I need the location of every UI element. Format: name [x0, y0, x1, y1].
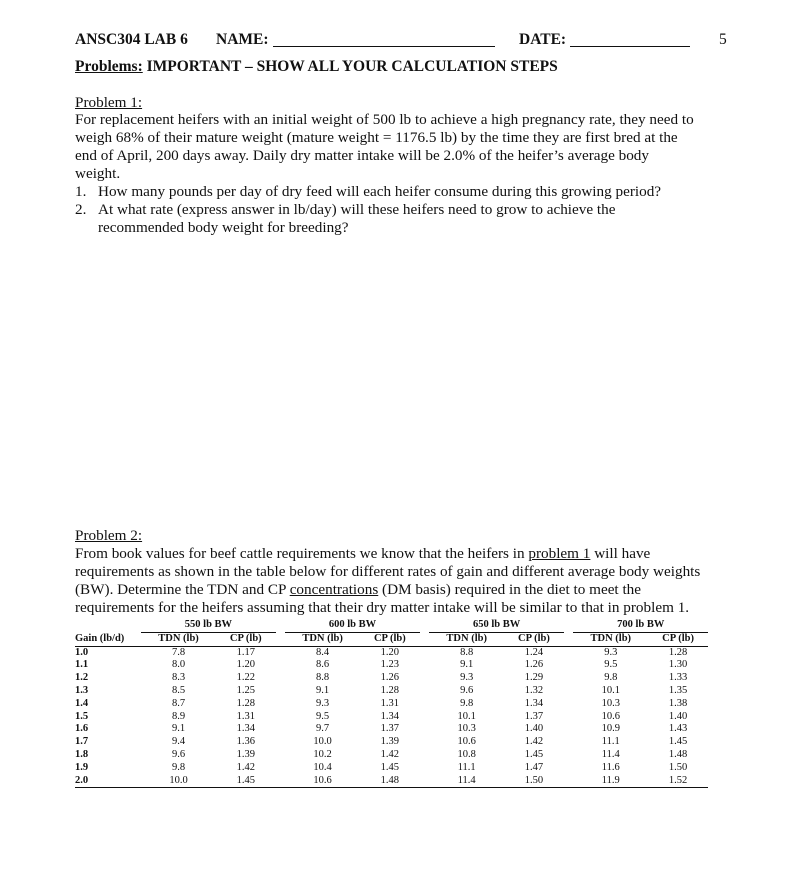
group-700: 700 lb BW	[573, 619, 708, 632]
column-spacer	[420, 672, 430, 685]
column-spacer	[420, 698, 430, 711]
cp-cell: 1.34	[236, 723, 255, 735]
concentrations-emphasis: concentrations	[289, 581, 379, 598]
problem1-question-2	[75, 201, 615, 237]
tdn-cell: 9.1	[460, 659, 474, 671]
column-spacer	[276, 723, 286, 736]
column-spacer	[276, 749, 286, 762]
cp-cell: 1.29	[524, 672, 544, 684]
column-spacer	[420, 685, 430, 698]
tdn-cell: 10.8	[457, 748, 476, 760]
tdn-cell: 10.0	[141, 775, 216, 788]
tdn-cell: 10.1	[601, 684, 620, 696]
column-spacer	[564, 646, 574, 659]
column-spacer	[564, 659, 574, 672]
cp-cell: 1.50	[504, 775, 564, 788]
cp-cell: 1.40	[668, 710, 688, 722]
tdn-cell: 10.3	[457, 723, 476, 735]
table-row	[75, 711, 708, 724]
tdn-cell: 10.1	[457, 710, 476, 722]
column-spacer	[420, 775, 430, 788]
problem1-line: weigh 68% of their mature weight (mature weight = 1176.5 lb) by the time they are first bred at the	[75, 129, 678, 146]
tdn-cell: 8.3	[171, 672, 186, 684]
tdn-cell: 9.1	[171, 723, 186, 735]
tdn-cell: 9.3	[460, 672, 474, 684]
table-row	[75, 646, 708, 659]
cp-cell: 1.50	[668, 761, 688, 773]
question-number: 2.	[75, 201, 87, 218]
cp-cell: 1.31	[236, 710, 255, 722]
problem2-title: Problem 2:	[75, 527, 143, 544]
question-text: recommended body weight for breeding?	[98, 219, 349, 236]
tdn-cell: 8.8	[460, 646, 474, 658]
column-spacer	[276, 685, 286, 698]
cp-header: CP (lb)	[648, 632, 708, 646]
gain-cell: 1.2	[75, 672, 89, 684]
problems-instruction: IMPORTANT – SHOW ALL YOUR CALCULATION STEPS	[146, 58, 558, 75]
requirements-table	[75, 619, 708, 788]
bw-group-header-row	[75, 619, 708, 632]
gain-cell: 2.0	[75, 775, 141, 788]
tdn-cell: 9.5	[316, 710, 330, 722]
table-row	[75, 659, 708, 672]
question-text: At what rate (express answer in lb/day) will these heifers need to grow to achieve the	[98, 201, 616, 218]
cp-cell: 1.45	[380, 761, 400, 773]
requirements-body	[75, 646, 708, 788]
tdn-cell: 9.5	[604, 659, 618, 671]
table-row	[75, 685, 708, 698]
column-spacer	[564, 698, 574, 711]
tdn-header: TDN (lb)	[573, 632, 648, 646]
cp-cell: 1.34	[524, 697, 544, 709]
cp-cell: 1.39	[380, 736, 400, 748]
gain-cell: 1.6	[75, 723, 89, 735]
column-spacer	[564, 711, 574, 724]
column-spacer	[276, 672, 286, 685]
cp-cell: 1.42	[380, 748, 400, 760]
cp-cell: 1.22	[236, 672, 255, 684]
cp-header: CP (lb)	[360, 632, 420, 646]
cp-header: CP (lb)	[504, 632, 564, 646]
column-spacer	[564, 723, 574, 736]
tdn-cell: 9.3	[316, 697, 330, 709]
page-number: 5	[719, 31, 727, 48]
tdn-cell: 11.1	[601, 736, 620, 748]
cp-cell: 1.40	[524, 723, 544, 735]
tdn-cell: 8.9	[171, 710, 186, 722]
column-spacer	[420, 749, 430, 762]
tdn-cell: 9.4	[171, 736, 186, 748]
course-code: ANSC304 LAB 6	[75, 31, 188, 48]
table-row	[75, 698, 708, 711]
table-row	[75, 762, 708, 775]
column-spacer	[564, 749, 574, 762]
name-line[interactable]	[273, 31, 495, 47]
column-spacer	[564, 762, 574, 775]
tdn-cell: 11.4	[429, 775, 504, 788]
tdn-cell: 8.7	[171, 697, 186, 709]
tdn-cell: 10.3	[601, 697, 620, 709]
problem1-line: For replacement heifers with an initial weight of 500 lb to achieve a high pregnancy rate, they need to	[75, 111, 694, 128]
cp-cell: 1.37	[524, 710, 544, 722]
column-spacer	[564, 672, 574, 685]
question-text: How many pounds per day of dry feed will each heifer consume during this growing period?	[98, 183, 662, 200]
cp-cell: 1.42	[236, 761, 255, 773]
tdn-cell: 11.6	[601, 761, 620, 773]
gain-cell: 1.0	[75, 646, 89, 658]
problems-heading	[75, 58, 558, 76]
column-spacer	[276, 762, 286, 775]
tdn-cell: 11.1	[457, 761, 476, 773]
cp-cell: 1.38	[668, 697, 688, 709]
cp-cell: 1.45	[668, 736, 688, 748]
table-row	[75, 723, 708, 736]
cp-cell: 1.28	[668, 646, 688, 658]
cp-cell: 1.37	[380, 723, 400, 735]
tdn-cell: 7.8	[171, 646, 186, 658]
cp-cell: 1.20	[236, 659, 255, 671]
column-spacer	[420, 646, 430, 659]
tdn-cell: 10.0	[313, 736, 332, 748]
cp-cell: 1.34	[380, 710, 400, 722]
table-row	[75, 736, 708, 749]
cp-cell: 1.32	[524, 684, 544, 696]
column-spacer	[564, 736, 574, 749]
tdn-cell: 9.7	[316, 723, 330, 735]
column-spacer	[276, 775, 286, 788]
problem1-question-1	[75, 183, 661, 201]
tdn-cell: 11.9	[573, 775, 648, 788]
tdn-cell: 10.6	[601, 710, 620, 722]
cp-cell: 1.47	[524, 761, 544, 773]
problem2-statement	[75, 545, 700, 617]
table-row	[75, 749, 708, 762]
cp-cell: 1.23	[380, 659, 400, 671]
tdn-cell: 10.4	[313, 761, 332, 773]
column-spacer	[420, 659, 430, 672]
tdn-cell: 9.8	[171, 761, 186, 773]
column-spacer	[420, 762, 430, 775]
cp-cell: 1.33	[668, 672, 688, 684]
cp-header: CP (lb)	[216, 632, 276, 646]
column-spacer	[276, 698, 286, 711]
tdn-cell: 10.2	[313, 748, 332, 760]
problem1-title: Problem 1:	[75, 94, 143, 111]
cp-cell: 1.39	[236, 748, 255, 760]
cp-cell: 1.45	[216, 775, 276, 788]
column-header-row	[75, 632, 708, 646]
cp-cell: 1.45	[524, 748, 544, 760]
problem1-line: weight.	[75, 165, 121, 182]
column-spacer	[420, 736, 430, 749]
column-spacer	[420, 711, 430, 724]
cp-cell: 1.42	[524, 736, 544, 748]
gain-cell: 1.7	[75, 736, 89, 748]
problem2-text: will have	[590, 545, 651, 562]
tdn-cell: 10.6	[285, 775, 360, 788]
tdn-header: TDN (lb)	[141, 632, 216, 646]
table-row	[75, 672, 708, 685]
table-row	[75, 775, 708, 788]
tdn-cell: 9.1	[316, 684, 330, 696]
tdn-cell: 9.6	[171, 748, 186, 760]
tdn-cell: 9.3	[604, 646, 618, 658]
column-spacer	[276, 711, 286, 724]
cp-cell: 1.26	[524, 659, 544, 671]
date-label: DATE:	[519, 31, 567, 48]
tdn-cell: 9.8	[460, 697, 474, 709]
tdn-header: TDN (lb)	[285, 632, 360, 646]
column-spacer	[276, 646, 286, 659]
tdn-cell: 8.6	[316, 659, 330, 671]
group-600: 600 lb BW	[285, 619, 419, 632]
problem2-text: requirements as shown in the table below for different rates of gain and different average body weights	[75, 563, 701, 580]
problem1-statement	[75, 111, 694, 183]
cp-cell: 1.17	[236, 646, 255, 658]
column-spacer	[564, 775, 574, 788]
tdn-header: TDN (lb)	[429, 632, 504, 646]
cp-cell: 1.36	[236, 736, 255, 748]
tdn-cell: 10.9	[601, 723, 620, 735]
cp-cell: 1.24	[524, 646, 544, 658]
problem2-text: (BW). Determine the TDN and CP	[75, 581, 290, 598]
group-550: 550 lb BW	[141, 619, 275, 632]
tdn-cell: 9.8	[604, 672, 618, 684]
gain-cell: 1.9	[75, 761, 89, 773]
problem2-text: (DM basis) required in the diet to meet the	[378, 581, 642, 598]
gain-cell: 1.5	[75, 710, 89, 722]
column-spacer	[420, 723, 430, 736]
cp-cell: 1.30	[668, 659, 688, 671]
cp-cell: 1.25	[236, 684, 255, 696]
column-spacer	[564, 685, 574, 698]
cp-cell: 1.28	[380, 684, 400, 696]
cp-cell: 1.31	[380, 697, 400, 709]
problem2-text: requirements for the heifers assuming that their dry matter intake will be similar to that in problem 1.	[75, 599, 690, 616]
tdn-cell: 10.6	[457, 736, 476, 748]
tdn-cell: 8.8	[316, 672, 330, 684]
question-number: 1.	[75, 183, 87, 200]
column-spacer	[276, 659, 286, 672]
gain-header: Gain (lb/d)	[75, 632, 141, 646]
cp-cell: 1.28	[236, 697, 255, 709]
problem1-line: end of April, 200 days away. Daily dry matter intake will be 2.0% of the heifer’s average body	[75, 147, 649, 164]
gain-cell: 1.8	[75, 748, 89, 760]
date-line[interactable]	[570, 31, 690, 47]
gain-cell: 1.3	[75, 684, 89, 696]
tdn-cell: 8.0	[171, 659, 186, 671]
tdn-cell: 9.6	[460, 684, 474, 696]
tdn-cell: 8.5	[171, 684, 186, 696]
group-650: 650 lb BW	[429, 619, 563, 632]
cp-cell: 1.35	[668, 684, 688, 696]
gain-cell: 1.1	[75, 659, 89, 671]
cp-cell: 1.48	[360, 775, 420, 788]
name-label: NAME:	[216, 31, 269, 48]
cp-cell: 1.52	[648, 775, 708, 788]
cp-cell: 1.43	[668, 723, 688, 735]
problem1-reference: problem 1	[528, 545, 591, 562]
column-spacer	[276, 736, 286, 749]
cp-cell: 1.48	[668, 748, 688, 760]
cp-cell: 1.26	[380, 672, 400, 684]
gain-cell: 1.4	[75, 697, 89, 709]
tdn-cell: 11.4	[601, 748, 620, 760]
problems-label: Problems:	[75, 58, 143, 75]
problem2-text: From book values for beef cattle requirements we know that the heifers in	[75, 545, 529, 562]
tdn-cell: 8.4	[316, 646, 330, 658]
cp-cell: 1.20	[380, 646, 400, 658]
